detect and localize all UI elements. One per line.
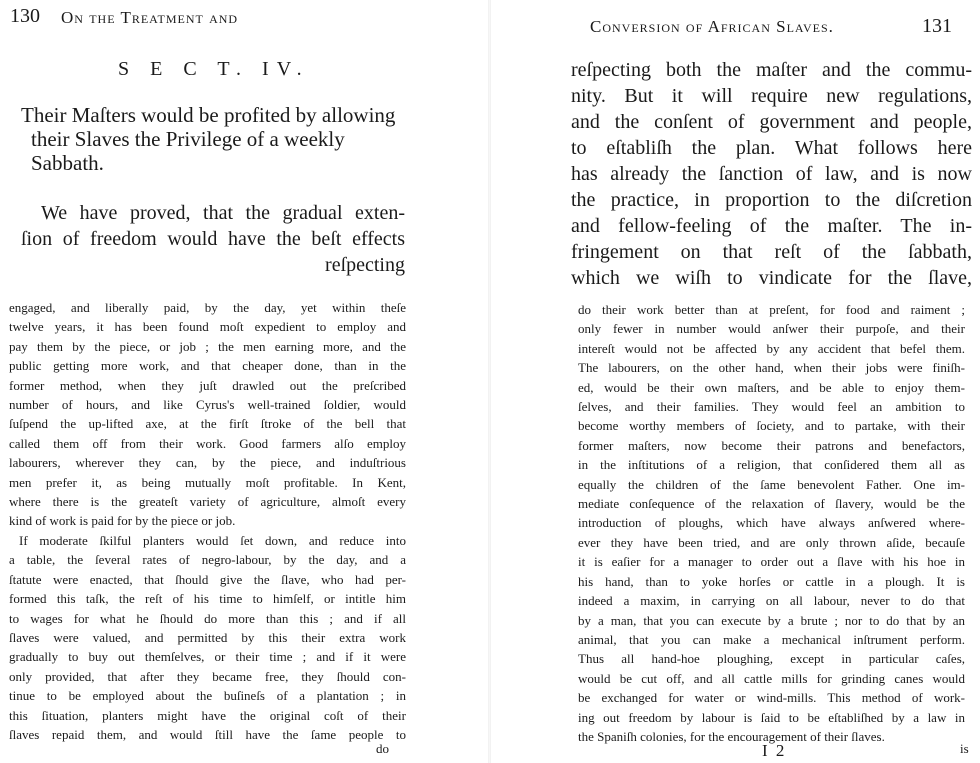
text-line: and the conſent of government and people, [571, 111, 972, 133]
catchword: is [960, 741, 969, 756]
footnote-line: become worthy members of ſociety, and to partake, with their [578, 418, 965, 434]
page-number: 131 [922, 15, 952, 37]
text-line: ſion of freedom would have the beſt effects [21, 228, 405, 250]
footnote-line: equally the children of the ſame benevolent Father. One im- [578, 476, 965, 492]
section-title [21, 103, 411, 175]
footnote-line: a table, the ſeveral rates of negro-labour, by the day, and a [9, 552, 406, 568]
footnote-line: introduction of ploughs, which have always anſwered where- [578, 515, 965, 531]
footnote-line: it is eaſier for a manager to order out a ſlave with his hoe in [578, 554, 965, 570]
footnote-line: by a man, that you can execute by a brute ; nor to do that by an [578, 612, 965, 628]
footnote-line: ed, would be their own maſters, and be able to enjoy them- [578, 379, 965, 395]
footnote-line: in the inſtitutions of a religion, that conſidered them all as [578, 457, 965, 473]
running-head: Conversion of African Slaves. [590, 17, 834, 36]
text-line: the practice, in proportion to the diſcretion [571, 189, 972, 211]
footnote-line: would be cut off, and all cattle mills for grinding canes would [578, 670, 965, 686]
footnote-line: this ſituation, planters might have the original coſt of their [9, 707, 406, 723]
text-line: We have proved, that the gradual exten- [41, 202, 405, 224]
footnote-line: twelve years, it has been found moſt expedient to employ and [9, 319, 406, 335]
running-head: On the Treatment and [61, 8, 239, 27]
catchword: do [376, 741, 389, 756]
footnote-line: labourers, wherever they can, by the piece, and induſtrious [9, 455, 406, 471]
text-line: nity. But it will require new regulations, [571, 85, 972, 107]
footnote-line: ſelves, and their families. They would feel an ambition to [578, 399, 965, 415]
footnote-line: pay them by the piece, or job ; the men earning more, and the [9, 338, 406, 354]
footnote-line: If moderate ſkilful planters would ſet down, and reduce into [19, 532, 406, 548]
footnote-line: The labourers, on the other hand, when their jobs were finiſh- [578, 360, 965, 376]
footnote-line: do their work better than at preſent, for food and raiment ; [578, 302, 965, 317]
footnote-line: former maſters, now become their patrons and benefactors, [578, 437, 965, 453]
footnote-line: former method, when they juſt drawled out the preſcribed [9, 377, 406, 393]
footnote-line: public getting more work, and that cheaper done, than in the [9, 358, 406, 374]
footnote-line: men prefer it, as being mutually moſt profitable. In Kent, [9, 474, 406, 490]
footnote-line: the Spaniſh colonies, for the encouragement of their ſlaves. [578, 728, 885, 744]
footnote-line: ever they have been tried, and are only thrown aſide, becauſe [578, 534, 965, 550]
main-text [571, 57, 972, 291]
text-line: fringement on that reſt of the ſabbath, [571, 241, 972, 263]
footnote-line: only provided, that after they became free, they ſhould con- [9, 668, 406, 684]
footnote-line: ſlaves were valued, and permitted by this their extra work [9, 629, 406, 645]
footnote-line: kind of work is paid for by the piece or job. [9, 513, 236, 529]
right-page [490, 0, 980, 763]
footnote-line: ſlaves repaid them, and would ſtill have the ſame people to [9, 726, 406, 742]
footnote-line: animal, that you can make a mechanical inſtrument perform. [578, 631, 965, 647]
footnote-line: intereſt would not be affected by any accident that befel them. [578, 340, 965, 356]
footnote-line: gradually to buy out themſelves, or their time ; and if it were [9, 649, 406, 665]
main-text [21, 200, 405, 278]
footnote-line: called them off from their work. Good farmers alſo employ [9, 435, 406, 451]
text-line: reſpecting both the maſter and the commu- [571, 59, 972, 81]
section-title-line: Their Maſters would be profited by allowing [21, 103, 396, 127]
text-line: which we wiſh to vindicate for the ſlave, [571, 267, 972, 289]
footnote-line: engaged, and liberally paid, by the day, yet within theſe [9, 300, 406, 315]
footnote-line: tinue to be employed about the buſineſs of a plantation ; in [9, 688, 406, 704]
section-heading: S E C T. IV. [118, 58, 310, 80]
section-title-line: Sabbath. [31, 151, 104, 175]
footnote [578, 300, 965, 746]
footnote-line: formed this taſk, the reſt of his time to himſelf, or intitle him [9, 591, 406, 607]
text-line: to eſtabliſh the plan. What follows here [571, 137, 972, 159]
footnote-line: only fewer in number would anſwer their purpoſe, and their [578, 321, 965, 337]
footnote [9, 298, 406, 744]
footnote-line: where there is the greateſt variety of agriculture, almoſt every [9, 494, 406, 510]
footnote-line: ing out freedom by labour is ſaid to be eſtabliſhed by a law in [578, 709, 965, 725]
section-title-line: their Slaves the Privilege of a weekly [31, 127, 345, 151]
footnote-line: Thus all hand-hoe ploughing, except in particular caſes, [578, 651, 965, 667]
footnote-line: to wages for what he ſhould do more than this ; and if all [9, 610, 406, 626]
footnote-line: indeed a maxim, in carrying on all labour, never to do that [578, 593, 965, 609]
signature-mark: I 2 [762, 741, 787, 760]
footnote-line: ſtatute were enacted, that ſhould give the ſlave, who had per- [9, 571, 406, 587]
footnote-line: his hand, than to yoke horſes or cattle in a plough. It is [578, 573, 965, 589]
footnote-line: ſuſpend the up-lifted axe, at the firſt ſtroke of the bell that [9, 416, 406, 432]
text-line: has already the ſanction of law, and is now [571, 163, 972, 185]
page-number: 130 [10, 5, 40, 27]
footnote-line: mediate conſequence of the relaxation of ſlavery, would be the [578, 496, 965, 512]
text-line: reſpecting [325, 254, 405, 276]
text-line: and fellow-feeling of the maſter. The in- [571, 215, 972, 237]
footnote-line: be exchanged for water or wind-mills. This method of work- [578, 690, 965, 706]
footnote-line: number of hours, and like Cyrus's well-trained ſoldier, would [9, 397, 406, 413]
